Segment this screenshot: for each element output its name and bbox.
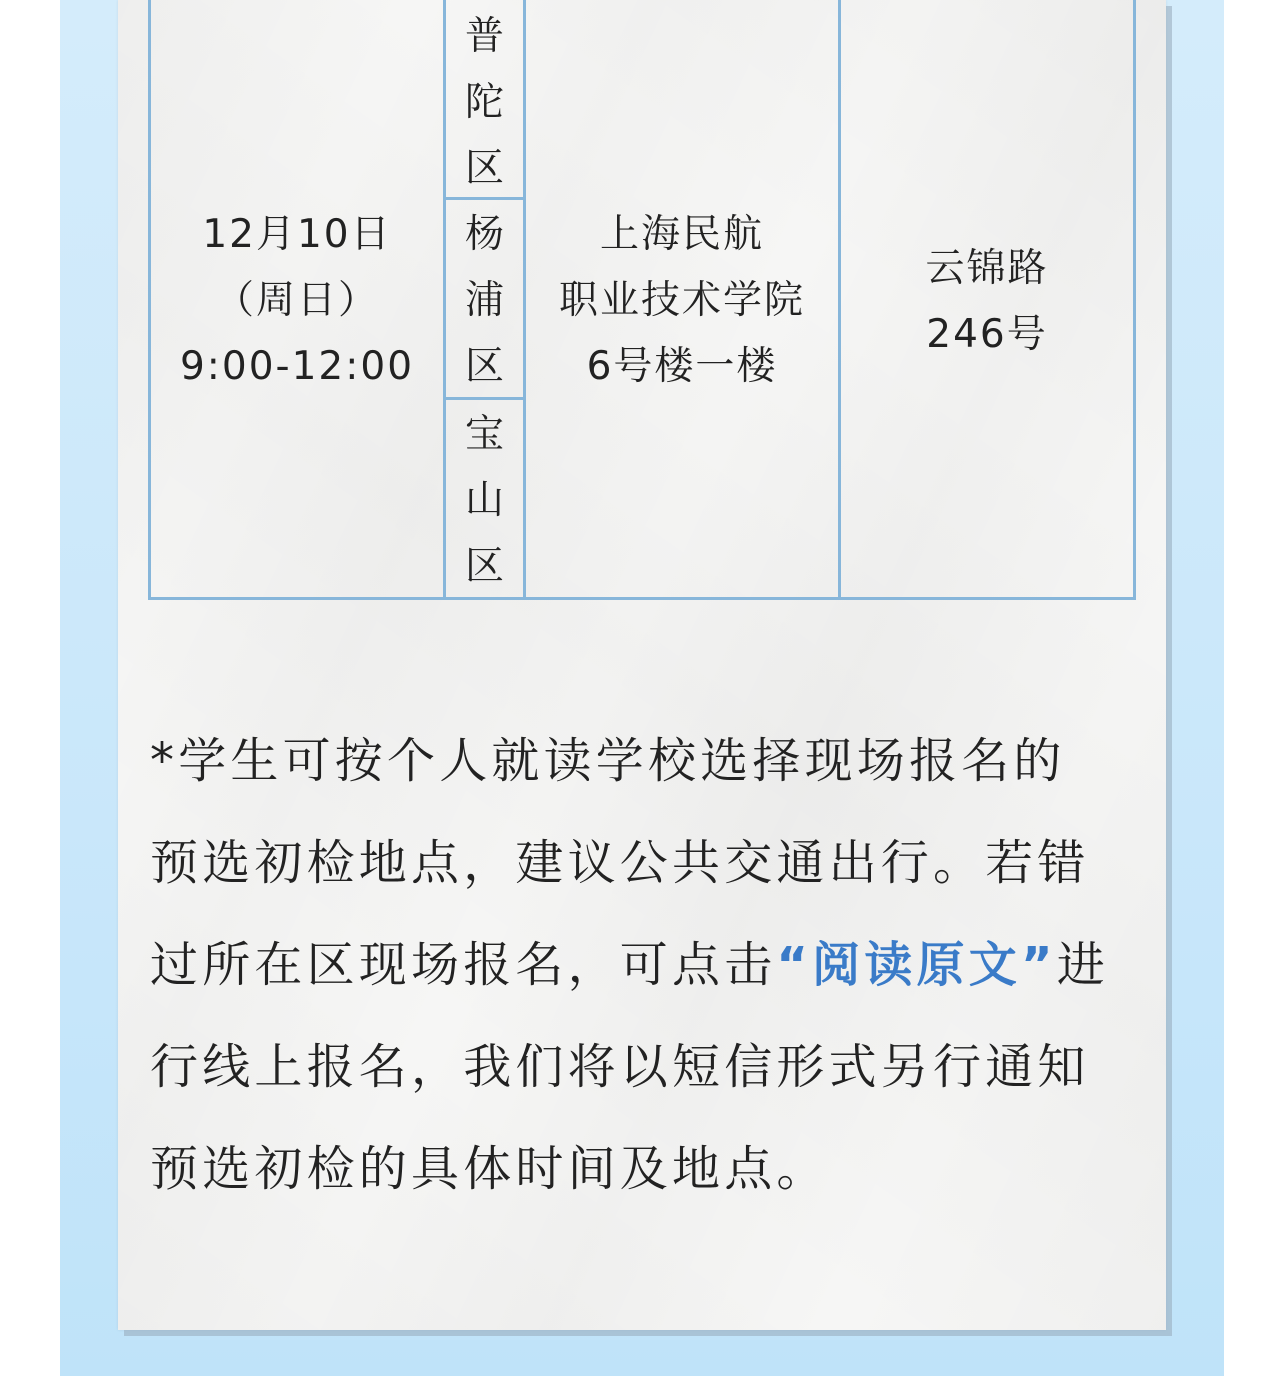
address-line: 246号 bbox=[926, 312, 1048, 357]
address-column bbox=[841, 0, 1133, 597]
note-line-3-start: 过所在区现场报名，可点击 bbox=[150, 937, 777, 993]
venue-line: 职业技术学院 bbox=[558, 278, 805, 323]
date-block bbox=[151, 202, 443, 400]
district-char: 普 bbox=[464, 14, 504, 59]
district-char: 陀 bbox=[464, 80, 504, 125]
note-line-1: *学生可按个人就读学校选择现场报名的 bbox=[150, 733, 1066, 789]
district-char: 区 bbox=[464, 146, 504, 191]
district-cell-putuo bbox=[446, 0, 523, 200]
district-column bbox=[446, 0, 526, 597]
district-cell-baoshan bbox=[446, 400, 523, 600]
note-line-3 bbox=[150, 914, 1140, 1016]
venue-column bbox=[526, 0, 841, 597]
schedule-table bbox=[148, 0, 1136, 600]
venue-line: 6号楼一楼 bbox=[586, 344, 778, 389]
date-weekday: （周日） bbox=[214, 278, 379, 323]
note-line-5: 预选初检的具体时间及地点。 bbox=[150, 1141, 829, 1197]
note-line-2: 预选初检地点，建议公共交通出行。若错 bbox=[150, 835, 1090, 891]
note-line-3-end: 进 bbox=[1056, 937, 1109, 993]
address-block bbox=[841, 236, 1133, 368]
district-char: 杨 bbox=[464, 212, 504, 257]
date-day: 12月10日 bbox=[202, 212, 392, 257]
date-time: 9:00-12:00 bbox=[179, 344, 415, 389]
district-cell-yangpu bbox=[446, 200, 523, 400]
read-original-link[interactable]: “阅读原文” bbox=[776, 937, 1057, 993]
registration-note bbox=[150, 710, 1140, 1220]
district-char: 浦 bbox=[464, 278, 504, 323]
venue-line: 上海民航 bbox=[599, 212, 764, 257]
district-char: 区 bbox=[464, 544, 504, 589]
district-char: 区 bbox=[464, 344, 504, 389]
address-line: 云锦路 bbox=[925, 246, 1049, 291]
note-line-4: 行线上报名，我们将以短信形式另行通知 bbox=[150, 1039, 1090, 1095]
date-column bbox=[151, 0, 446, 597]
district-char: 宝 bbox=[464, 412, 504, 457]
venue-block bbox=[526, 202, 838, 400]
district-char: 山 bbox=[464, 478, 504, 523]
